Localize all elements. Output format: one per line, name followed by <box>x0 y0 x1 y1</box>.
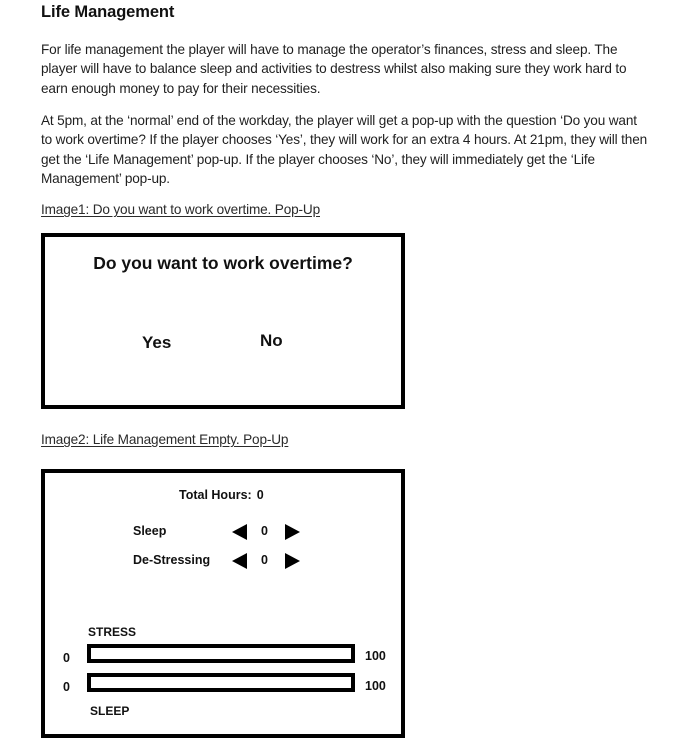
total-hours-value: 0 <box>256 488 264 502</box>
sleep-value: 0 <box>261 524 268 538</box>
stress-bar <box>87 644 355 663</box>
overtime-popup <box>41 233 405 409</box>
no-button[interactable]: No <box>260 331 283 350</box>
sleep-bar-min: 0 <box>63 680 70 694</box>
sleep-increment-arrow-icon[interactable] <box>285 524 300 540</box>
destressing-value: 0 <box>261 553 268 567</box>
overtime-paragraph: At 5pm, at the ‘normal’ end of the workday, the player will get a pop-up with the question ‘Do you want to work overtime? If the player chooses ‘Yes’, they will work for an extra 4 hours. At 21pm, they will then get the ‘Life Management’ pop-up. If the player chooses ‘No’, they will immediately get the ‘Life Management’ pop-up. <box>41 113 648 186</box>
total-hours <box>179 488 264 502</box>
overtime-question: Do you want to work overtime? <box>93 253 353 273</box>
stress-bar-max: 100 <box>365 649 386 663</box>
destressing-label: De-Stressing <box>133 553 211 567</box>
yes-button[interactable]: Yes <box>142 333 172 352</box>
stress-bar-label: STRESS <box>88 625 137 639</box>
image1-caption: Image1: Do you want to work overtime. Pop-Up <box>41 202 320 217</box>
total-hours-label: Total Hours: <box>179 488 252 502</box>
sleep-bar-max: 100 <box>365 679 386 693</box>
sleep-label: Sleep <box>133 524 167 538</box>
stress-bar-min: 0 <box>63 651 70 665</box>
destressing-decrement-arrow-icon[interactable] <box>232 553 247 569</box>
image2-caption: Image2: Life Management Empty. Pop-Up <box>41 432 289 447</box>
sleep-decrement-arrow-icon[interactable] <box>232 524 247 540</box>
sleep-bar <box>87 673 355 692</box>
sleep-bar-label: SLEEP <box>90 704 130 718</box>
section-heading: Life Management <box>41 3 175 21</box>
intro-paragraph: For life management the player will have to manage the operator’s finances, stress and sleep. The player will have to balance sleep and activities to destress whilst also making sure they work hard to earn enough money to pay for their necessities. <box>41 42 627 96</box>
destressing-increment-arrow-icon[interactable] <box>285 553 300 569</box>
life-management-popup <box>41 469 405 738</box>
